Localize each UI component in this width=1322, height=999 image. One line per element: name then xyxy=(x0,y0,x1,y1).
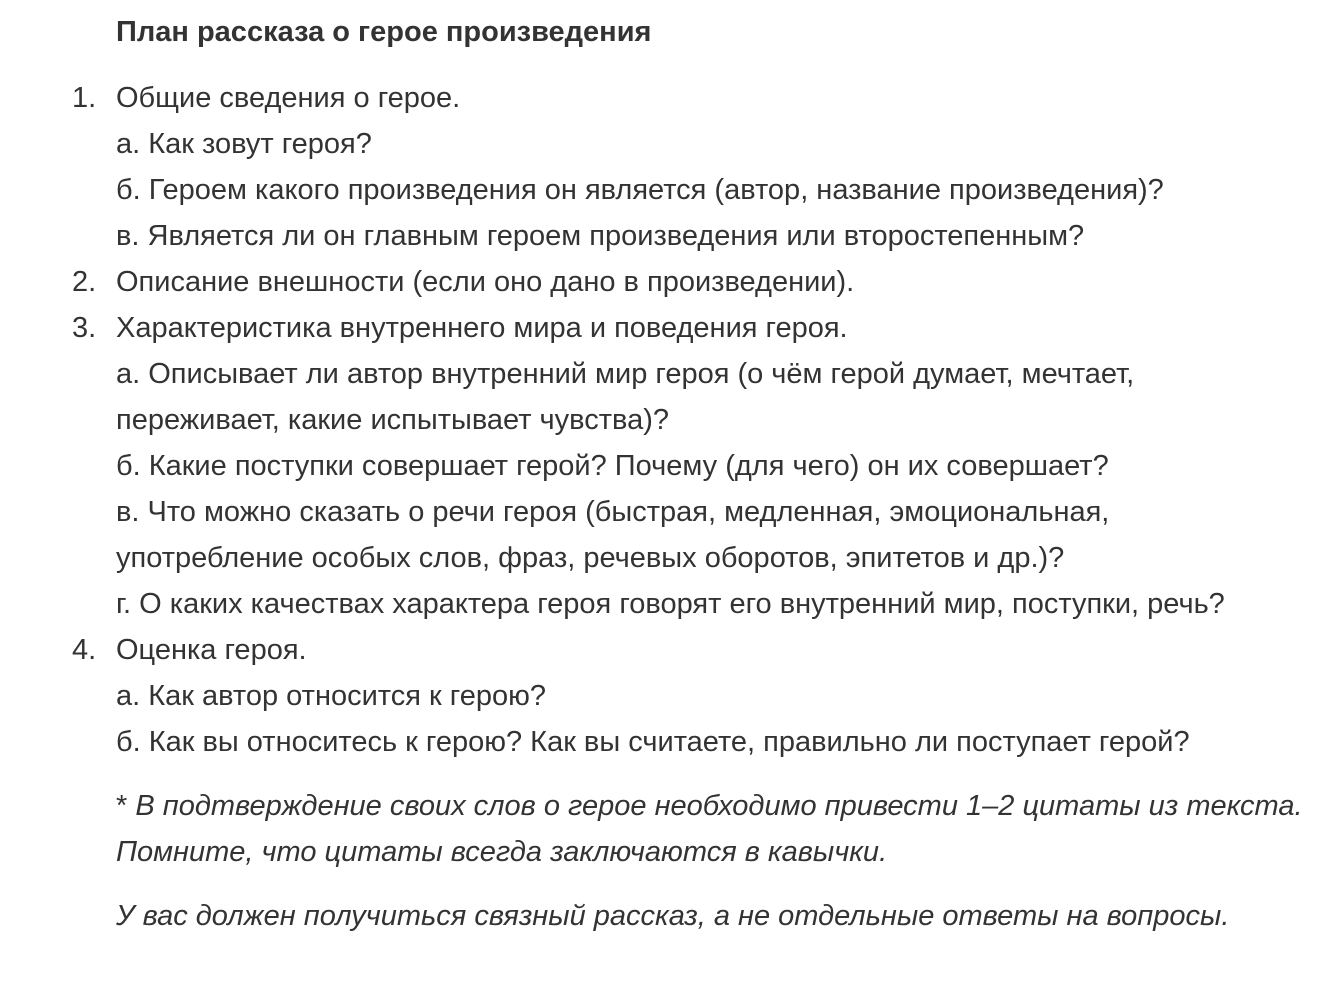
page-title: План рассказа о герое произведения xyxy=(116,16,652,48)
plan-subitem xyxy=(0,673,1322,719)
plan-subitem-text: а. Описывает ли автор внутренний мир героя (о чём герой думает, мечтает, xyxy=(116,358,1135,390)
plan-subitem-text: переживает, какие испытывает чувства)? xyxy=(116,404,669,436)
plan-subitem-text: а. Как автор относится к герою? xyxy=(116,680,546,712)
plan-subitem xyxy=(0,167,1322,213)
plan-item xyxy=(0,627,1322,673)
plan-subitem-text: в. Является ли он главным героем произведения или второстепенным? xyxy=(116,220,1085,252)
plan-item-text: Общие сведения о герое. xyxy=(116,82,461,114)
plan-item-number: 3. xyxy=(72,312,97,344)
note-line-2: Помните, что цитаты всегда заключаются в кавычки. xyxy=(116,836,888,868)
plan-item-number: 4. xyxy=(72,634,97,666)
plan-subitem xyxy=(0,351,1322,397)
plan-item-number: 2. xyxy=(72,266,97,298)
plan-subitem xyxy=(0,121,1322,167)
plan-list xyxy=(0,75,1322,765)
plan-subitem xyxy=(0,443,1322,489)
plan-subitem-text: б. Героем какого произведения он является (автор, название произведения)? xyxy=(116,174,1164,206)
note-line-1: В подтверждение своих слов о герое необходимо привести 1–2 цитаты из текста. xyxy=(127,790,1303,822)
quote-note xyxy=(116,783,1303,875)
plan-item-text: Оценка героя. xyxy=(116,634,307,666)
plan-subitem xyxy=(0,489,1322,535)
plan-item xyxy=(0,75,1322,121)
final-note: У вас должен получиться связный рассказ, а не отдельные ответы на вопросы. xyxy=(116,900,1230,932)
plan-subitem xyxy=(0,213,1322,259)
plan-item xyxy=(0,305,1322,351)
plan-item-text: Описание внешности (если оно дано в произведении). xyxy=(116,266,855,298)
plan-subitem-text: г. О каких качествах характера героя говорят его внутренний мир, поступки, речь? xyxy=(116,588,1225,620)
plan-item-number: 1. xyxy=(72,82,97,114)
plan-subitem xyxy=(0,397,1322,443)
plan-subitem xyxy=(0,719,1322,765)
plan-subitem-text: б. Как вы относитесь к герою? Как вы считаете, правильно ли поступает герой? xyxy=(116,726,1190,758)
plan-subitem xyxy=(0,535,1322,581)
plan-subitem-text: а. Как зовут героя? xyxy=(116,128,372,160)
plan-subitem-text: в. Что можно сказать о речи героя (быстрая, медленная, эмоциональная, xyxy=(116,496,1110,528)
plan-subitem xyxy=(0,581,1322,627)
note-asterisk: * xyxy=(116,790,128,822)
plan-subitem-text: употребление особых слов, фраз, речевых оборотов, эпитетов и др.)? xyxy=(116,542,1065,574)
plan-item xyxy=(0,259,1322,305)
plan-subitem-text: б. Какие поступки совершает герой? Почему (для чего) он их совершает? xyxy=(116,450,1109,482)
plan-item-text: Характеристика внутреннего мира и поведения героя. xyxy=(116,312,848,344)
